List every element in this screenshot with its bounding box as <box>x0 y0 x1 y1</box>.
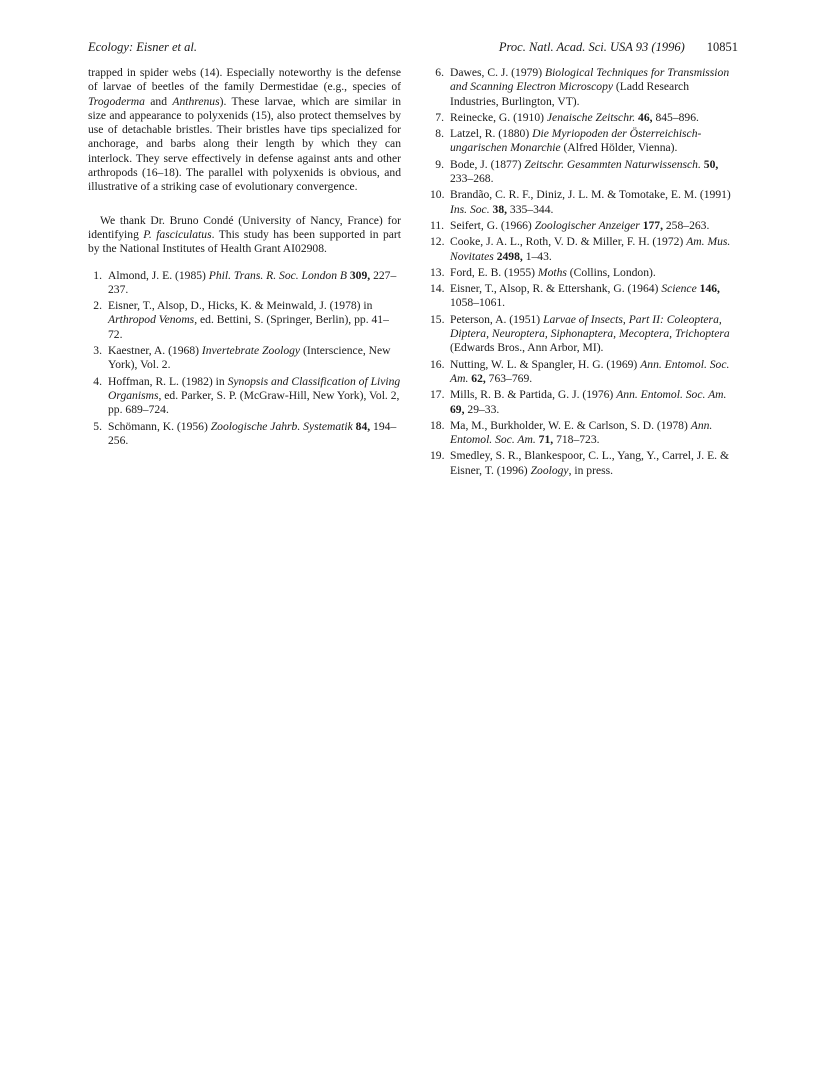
reference-item <box>430 111 739 125</box>
page-number: 10851 <box>706 40 738 54</box>
text-run: Ford, E. B. (1955) <box>450 265 538 279</box>
text-run: Dawes, C. J. (1979) <box>450 66 545 79</box>
text-run: 718–723. <box>553 433 600 447</box>
acknowledgment <box>88 214 401 257</box>
italic-text: Science <box>661 282 697 296</box>
reference-number: 10. <box>430 188 445 202</box>
text-run: , ed. Bettini, S. (Springer, Berlin), pp. 41–72. <box>108 313 389 341</box>
text-run: Kaestner, A. (1968) <box>108 344 202 358</box>
text-run: Latzel, R. (1880) <box>450 127 533 141</box>
reference-number: 19. <box>430 449 445 463</box>
reference-item <box>430 219 739 233</box>
volume-number: 146, <box>699 282 720 296</box>
reference-number: 8. <box>435 127 444 141</box>
text-run: Almond, J. E. (1985) <box>108 268 209 282</box>
left-column <box>88 66 401 450</box>
italic-text: Anthrenus <box>172 94 220 108</box>
text-run: (Interscience, New York), Vol. 2. <box>108 344 391 372</box>
italic-text: Synopsis and Classification of Living Organisms <box>108 374 401 402</box>
header-journal-page <box>499 40 738 55</box>
text-run: 763–769. <box>485 371 533 385</box>
reference-item <box>430 282 739 311</box>
italic-text: Zoologische Jahrb. Systematik <box>210 419 353 433</box>
reference-item <box>430 388 739 417</box>
italic-text: Jenaische Zeitschr. <box>546 110 636 124</box>
text-run: (Ladd Research Industries, Burlington, VT). <box>450 80 689 108</box>
text-run: 1–43. <box>522 249 552 263</box>
text-run: Bode, J. (1877) <box>450 157 525 171</box>
reference-number: 15. <box>430 312 445 326</box>
text-run: 194–256. <box>108 419 397 447</box>
text-run: Ma, M., Burkholder, W. E. & Carlson, S. D. (1978) <box>450 418 691 432</box>
volume-number: 62, <box>471 371 486 385</box>
italic-text: Biological Techniques for Transmission and Scanning Electron Microscopy <box>450 66 730 94</box>
volume-number: 38, <box>492 202 508 216</box>
text-run: We thank Dr. Bruno Condé (University of Nancy, France) for identifying <box>88 213 401 241</box>
italic-text: Trogoderma <box>88 94 145 108</box>
text-run: Brandão, C. R. F., Diniz, J. L. M. & Tomotake, E. M. (1991) <box>450 188 731 202</box>
reference-item <box>430 158 739 187</box>
volume-number: 177, <box>642 218 663 232</box>
text-run: 1058–1061. <box>450 296 506 310</box>
reference-number: 4. <box>93 374 102 388</box>
text-run: Reinecke, G. (1910) <box>450 110 547 124</box>
text-run: Nutting, W. L. & Spangler, H. G. (1969) <box>450 357 641 371</box>
reference-list-right <box>430 66 739 478</box>
volume-number: 69, <box>450 402 465 416</box>
reference-item <box>430 188 739 217</box>
body-paragraph <box>88 66 401 195</box>
italic-text: Phil. Trans. R. Soc. London B <box>208 268 347 282</box>
italic-text: Zoology <box>530 463 569 477</box>
running-header <box>88 40 738 58</box>
reference-item <box>88 269 401 298</box>
reference-number: 2. <box>93 299 102 313</box>
italic-text: P. fasciculatus <box>143 227 212 241</box>
text-run: Peterson, A. (1951) <box>450 312 544 326</box>
text-run: 29–33. <box>464 402 500 416</box>
text-run: (Edwards Bros., Ann Arbor, MI). <box>450 341 604 355</box>
reference-number: 12. <box>430 235 445 249</box>
reference-number: 14. <box>430 282 445 296</box>
text-run: Schömann, K. (1956) <box>108 419 211 433</box>
reference-item <box>430 419 739 448</box>
reference-number: 9. <box>435 157 444 171</box>
italic-text: Zoologischer Anzeiger <box>534 218 640 232</box>
reference-number: 13. <box>430 265 445 279</box>
reference-item <box>88 344 401 373</box>
text-run: (Collins, London). <box>566 265 656 279</box>
reference-item <box>88 375 401 418</box>
text-run: Hoffman, R. L. (1982) in <box>108 374 228 388</box>
reference-number: 1. <box>93 268 102 282</box>
text-run: 258–263. <box>662 218 710 232</box>
text-run: Cooke, J. A. L., Roth, V. D. & Miller, F. H. (1972) <box>450 235 687 249</box>
reference-item <box>430 449 739 478</box>
volume-number: 50, <box>703 157 719 171</box>
text-run: . This study has been supported in part by the National Institutes of Health Grant AI02908. <box>88 227 401 256</box>
reference-number: 7. <box>435 110 444 124</box>
text-run: trapped in spider webs (14). Especially noteworthy is the defense of larvae of beetles of the family Dermestidae (e.g., species of <box>88 66 401 94</box>
text-run: , ed. Parker, S. P. (McGraw-Hill, New York), Vol. 2, pp. 689–724. <box>108 388 400 417</box>
reference-item <box>430 313 739 356</box>
text-run: , in press. <box>568 463 614 477</box>
italic-text: Die Myriopoden der Österreichisch-ungarischen Monarchie <box>450 127 702 155</box>
reference-number: 16. <box>430 357 445 371</box>
italic-text: Zeitschr. Gesammten Naturwissensch. <box>524 157 701 171</box>
reference-item <box>430 127 739 156</box>
reference-item <box>430 66 739 109</box>
reference-number: 18. <box>430 418 445 432</box>
reference-number: 17. <box>430 388 445 402</box>
volume-number: 46, <box>638 110 653 124</box>
italic-text: Moths <box>537 265 567 279</box>
reference-item <box>88 420 401 449</box>
text-run: 335–344. <box>507 202 554 216</box>
volume-number: 309, <box>349 268 371 282</box>
text-run: Eisner, T., Alsop, R. & Ettershank, G. (1964) <box>450 282 662 296</box>
italic-text: Larvae of Insects, Part II: Coleoptera, Diptera, Neuroptera, Siphonaptera, Mecoptera, Trichoptera <box>450 312 730 341</box>
header-journal: Proc. Natl. Acad. Sci. USA 93 (1996) <box>498 40 685 54</box>
reference-number: 6. <box>435 66 444 79</box>
reference-item <box>88 299 401 342</box>
reference-number: 3. <box>93 344 102 358</box>
italic-text: Arthropod Venoms <box>108 313 195 327</box>
reference-number: 5. <box>93 419 102 433</box>
reference-item <box>430 266 739 280</box>
text-run: Smedley, S. R., Blankespoor, C. L., Yang, Y., Carrel, J. E. & Eisner, T. (1996) <box>450 449 729 477</box>
italic-text: Ann. Entomol. Soc. Am. <box>450 418 713 447</box>
text-run: ). These larvae, which are similar in size and appearance to polyxenids (15), also protect themselves by use of detachable bristles. Their bristles have tips specialized for anchorage, and barbs along their length by which they can interlock. They serve effectively in defense against ants and other arthropods (16–18). The parallel with polyxenids is obvious, and illustrative of a striking case of evolutionary convergence. <box>88 94 401 194</box>
right-column <box>430 66 739 480</box>
text-run: Mills, R. B. & Partida, G. J. (1976) <box>450 388 617 402</box>
italic-text: Ins. Soc. <box>450 202 490 216</box>
volume-number: 71, <box>538 433 554 447</box>
text-run: 227–237. <box>108 268 397 296</box>
text-run: 845–896. <box>652 110 699 124</box>
text-run: (Alfred Hölder, Vienna). <box>560 141 678 155</box>
reference-number: 11. <box>430 218 445 232</box>
reference-item <box>430 358 739 387</box>
italic-text: Invertebrate Zoology <box>201 344 301 358</box>
reference-item <box>430 235 739 264</box>
volume-number: 2498, <box>496 249 523 263</box>
text-run: and <box>144 94 173 108</box>
header-section-authors: Ecology: Eisner et al. <box>88 40 197 54</box>
text-run: Seifert, G. (1966) <box>450 218 535 232</box>
text-run: 233–268. <box>450 172 494 186</box>
volume-number: 84, <box>355 419 371 433</box>
reference-list-left <box>88 269 401 449</box>
italic-text: Ann. Entomol. Soc. Am. <box>450 357 730 385</box>
italic-text: Am. Mus. Novitates <box>450 235 731 263</box>
italic-text: Ann. Entomol. Soc. Am. <box>616 388 727 402</box>
text-run: Eisner, T., Alsop, D., Hicks, K. & Meinwald, J. (1978) in <box>108 299 373 313</box>
